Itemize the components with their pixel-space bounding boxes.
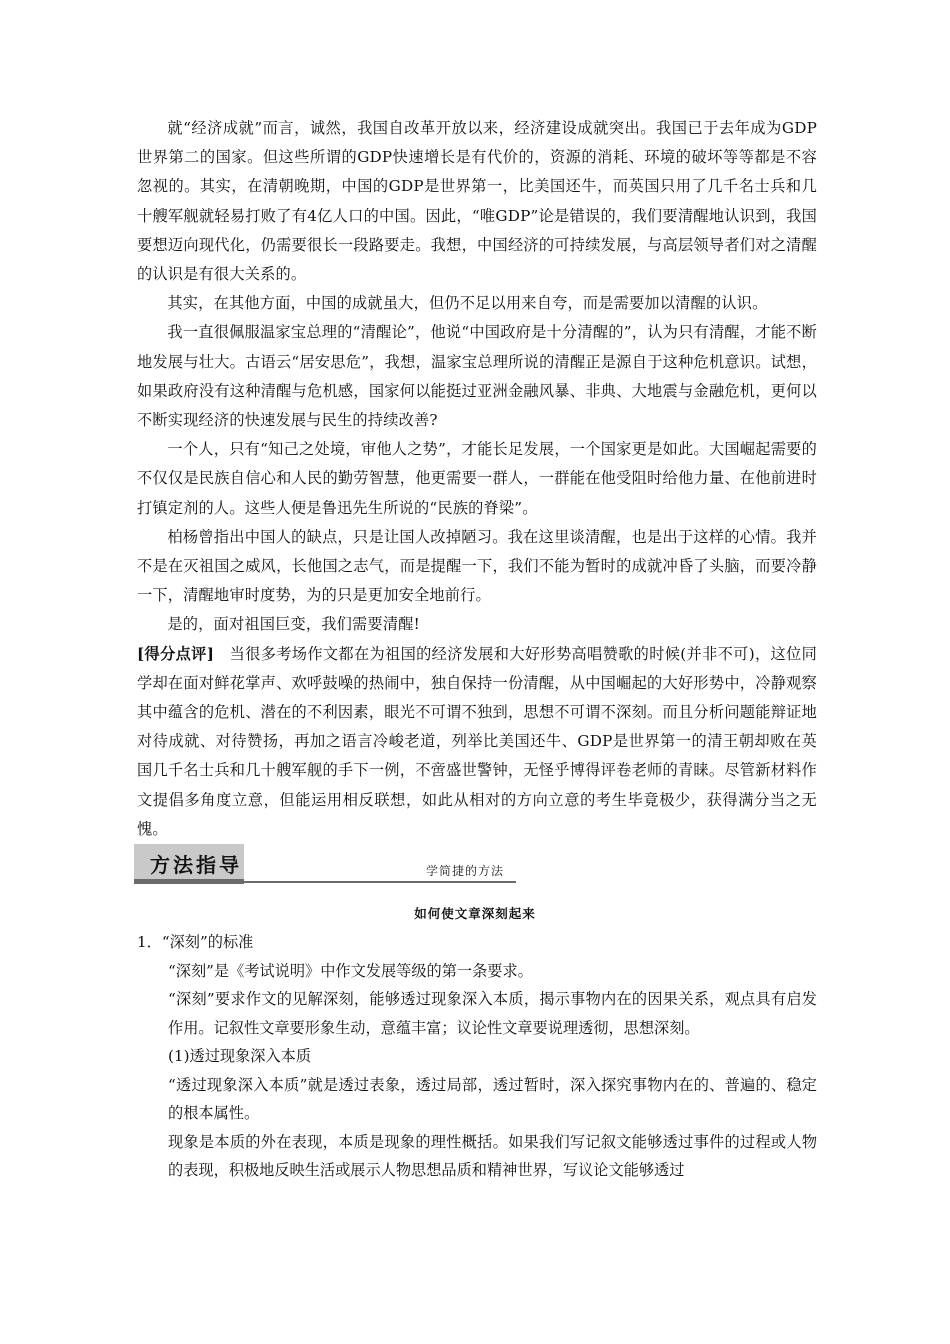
essay-paragraph: 一个人，只有“知己之处境，审他人之势”，才能长足发展，一个国家更是如此。大国崛起需要的不仅仅是民族自信心和人民的勤劳智慧，他更需要一群人，一群能在他受阻时给他力量、在他前进时打镇定剂的人。这些人便是鲁迅先生所说的“民族的脊梁”。 [137,440,817,517]
method-body [137,928,817,1185]
method-paragraph: 现象是本质的外在表现，本质是现象的理性概括。如果我们写记叙文能够透过事件的过程或人物的表现，积极地反映生活或展示人物思想品质和精神世界，写议论文能够透过 [168,1132,817,1179]
method-paragraph: “深刻”要求作文的见解深刻，能够透过现象深入本质，揭示事物内在的因果关系，观点具有启发作用。记叙性文章要形象生动，意蕴丰富；议论性文章要说理透彻，思想深刻。 [168,990,817,1037]
score-comment-label: [得分点评] [137,644,215,663]
essay-paragraph: 柏杨曾指出中国人的缺点，只是让国人改掉陋习。我在这里谈清醒，也是出于这样的心情。我并不是在灭祖国之威风，长他国之志气，而是提醒一下，我们不能为暂时的成就冲昏了头脑，而要冷静一下，清醒地审时度势，为的只是更加安全地前行。 [137,527,817,605]
essay-paragraph: 是的，面对祖国巨变，我们需要清醒! [167,615,420,634]
method-paragraph: “透过现象深入本质”就是透过表象，透过局部，透过暂时，深入探究事物内在的、普遍的、稳定的根本属性。 [168,1075,817,1122]
method-item-title: 1．“深刻”的标准 [137,933,254,951]
section-header [134,844,516,884]
score-comment [137,640,817,844]
essay-body [137,114,817,844]
section-subtitle: 学简捷的方法 [426,864,505,878]
essay-paragraph: 其实，在其他方面，中国的成就虽大，但仍不足以用来自夸，而是需要加以清醒的认识。 [167,294,768,313]
score-comment-text: 当很多考场作文都在为祖国的经济发展和大好形势高唱赞歌的时候(并非不可)，这位同学却在面对鲜花掌声、欢呼鼓噪的热闹中，独自保持一份清醒，从中国崛起的大好形势中，冷静观察其中蕴含的危机、潜在的不利因素，眼光不可谓不独到，思想不可谓不深刻。而且分析问题能辩证地对待成就、对待赞扬，再加之语言冷峻老道，列举比美国还牛、GDP是世界第一的清王朝却败在英国几千名士兵和几十艘军舰的手下一例，不啻盛世警钟，无怪乎博得评卷老师的青睐。尽管新材料作文提倡多角度立意，但能运用相反联想，如此从相对的方向立意的考生毕竟极少，获得满分当之无愧。 [137,644,817,838]
method-heading: 如何使文章深刻起来 [414,906,536,921]
essay-paragraph: 我一直很佩服温家宝总理的“清醒论”，他说“中国政府是十分清醒的”，认为只有清醒，才能不断地发展与壮大。古语云“居安思危”，我想，温家宝总理所说的清醒正是源自于这种危机意识。试想，如果政府没有这种清醒与危机感，国家何以能挺过亚洲金融风暴、非典、大地震与金融危机，更何以不断实现经济的快速发展与民生的持续改善? [137,323,817,430]
section-divider [244,881,516,883]
method-subheading: (1)透过现象深入本质 [168,1047,312,1065]
method-paragraph: “深刻”是《考试说明》中作文发展等级的第一条要求。 [168,961,533,980]
section-title: 方法指导 [150,853,242,877]
essay-paragraph: 就“经济成就”而言，诚然，我国自改革开放以来，经济建设成就突出。我国已于去年成为GDP世界第二的国家。但这些所谓的GDP快速增长是有代价的，资源的消耗、环境的破坏等等都是不容忽视的。其实，在清朝晚期，中国的GDP是世界第一，比美国还牛，而英国只用了几千名士兵和几十艘军舰就轻易打败了有4亿人口的中国。因此，“唯GDP”论是错误的，我们要清醒地认识到，我国要想迈向现代化，仍需要很长一段路要走。我想，中国经济的可持续发展，与高层领导者们对之清醒的认识是有很大关系的。 [137,119,817,284]
